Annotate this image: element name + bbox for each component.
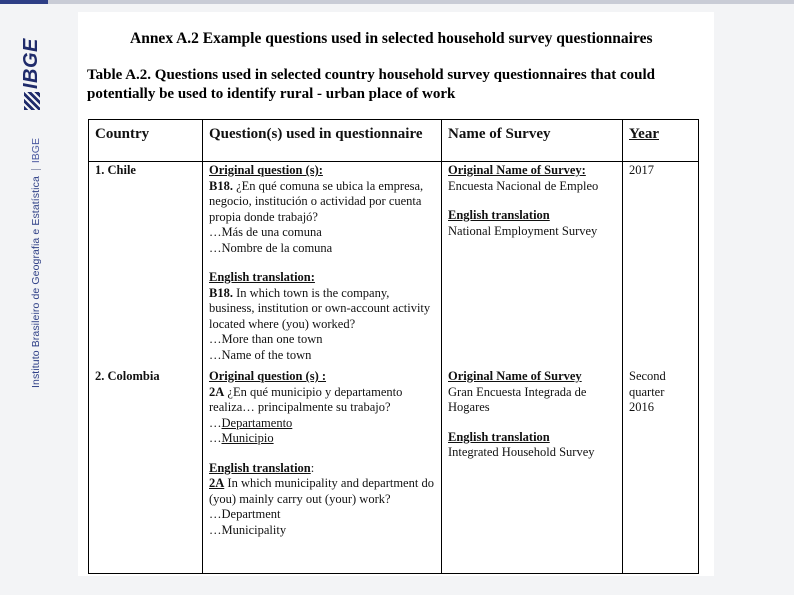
table-row <box>89 368 699 574</box>
top-bar <box>0 0 794 4</box>
question-code: B18. <box>209 285 233 300</box>
country-name: 1. Chile <box>95 163 136 177</box>
english-translation-label <box>209 461 435 477</box>
answer-option: …Name of the town <box>209 347 312 362</box>
question-code: 2A <box>209 384 225 399</box>
option-prefix: … <box>209 415 222 430</box>
label-colon: : <box>310 460 315 475</box>
brand-strip <box>8 0 48 595</box>
annex-title: Annex A.2 Example questions used in selected household survey questionnaires <box>130 30 653 47</box>
question-cell <box>203 162 442 369</box>
table-header-row <box>89 120 699 162</box>
country-cell <box>89 162 203 369</box>
answer-option: …Más de una comuna <box>209 225 322 239</box>
header-question: Question(s) used in questionnaire <box>203 120 442 162</box>
option-text: Department <box>221 507 281 521</box>
year-cell: 2017 <box>623 162 699 369</box>
answer-option <box>209 523 435 539</box>
survey-original-name: Encuesta Nacional de Empleo <box>448 178 599 193</box>
option-text: Municipality <box>221 522 287 537</box>
ibge-logo <box>20 38 43 110</box>
logo-text: IBGE <box>20 38 42 89</box>
survey-cell <box>442 368 623 574</box>
option-text: Municipio <box>221 431 274 445</box>
survey-english-name: National Employment Survey <box>448 223 598 238</box>
header-survey: Name of Survey <box>442 120 623 162</box>
header-country: Country <box>89 120 203 162</box>
question-text: ¿En qué comuna se ubica la empresa, negocio, institución o actividad por cuenta propia donde trabajó? <box>209 178 424 224</box>
original-question-label: Original question (s) : <box>209 369 327 383</box>
year-cell: Second quarter 2016 <box>623 368 699 574</box>
survey-original-label: Original Name of Survey <box>448 369 582 383</box>
option-prefix: … <box>209 507 222 521</box>
answer-option <box>209 431 435 447</box>
answer-option <box>209 507 435 523</box>
answer-option <box>209 416 435 432</box>
label-text: English translation <box>209 460 311 475</box>
original-question-label: Original question (s): <box>209 163 323 177</box>
institute-short-name: IBGE <box>30 138 42 164</box>
question-cell <box>203 368 442 574</box>
institute-name: Instituto Brasileiro de Geografia e Estatística <box>30 176 42 388</box>
answer-option: …Nombre de la comuna <box>209 240 333 255</box>
country-cell <box>89 368 203 574</box>
survey-english-name: Integrated Household Survey <box>448 445 595 459</box>
survey-english-label: English translation <box>448 429 550 444</box>
header-year: Year <box>623 120 699 162</box>
survey-english-label: English translation <box>448 208 550 222</box>
table-title: Table A.2. Questions used in selected country household survey questionnaires that could potentially be used to identify rural - urban place of work <box>87 67 656 102</box>
survey-original-name: Gran Encuesta Integrada de Hogares <box>448 384 587 414</box>
ibge-logo-icon <box>24 92 40 110</box>
institute-label <box>30 138 42 388</box>
country-name: 2. Colombia <box>95 369 160 383</box>
document-page <box>78 12 714 576</box>
question-text: In which municipality and department do (you) mainly carry out (your) work? <box>209 476 434 506</box>
answer-option: …More than one town <box>209 332 323 346</box>
table-row <box>89 162 699 369</box>
survey-cell <box>442 162 623 369</box>
option-prefix: … <box>209 522 222 537</box>
question-code: B18. <box>209 178 233 193</box>
question-code: 2A <box>209 476 225 490</box>
question-text: In which town is the company, business, institution or own-account activity located where (you) worked? <box>209 285 431 331</box>
option-prefix: … <box>209 431 222 445</box>
brand-divider <box>31 169 41 170</box>
english-translation-label: English translation: <box>209 270 315 284</box>
questions-table <box>88 119 699 574</box>
question-text: ¿En qué municipio y departamento realiza… principalmente su trabajo? <box>209 384 403 414</box>
option-text: Departamento <box>221 415 293 430</box>
survey-original-label: Original Name of Survey: <box>448 163 586 177</box>
